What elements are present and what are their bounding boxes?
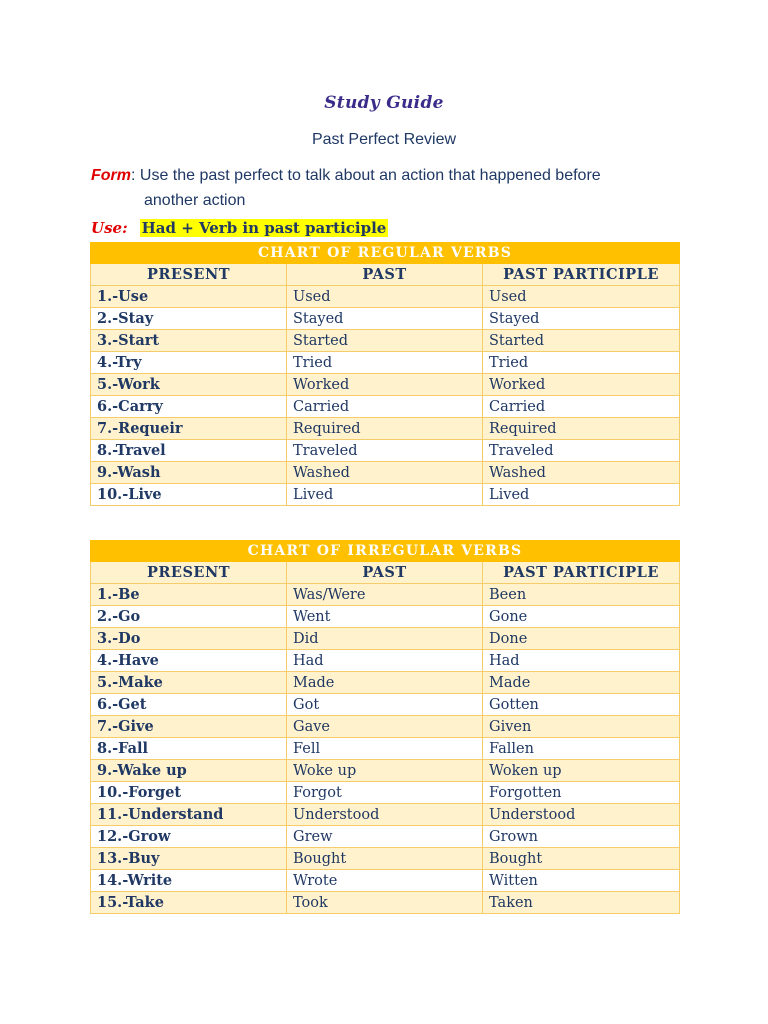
cell-present: 14.-Write bbox=[91, 870, 287, 892]
cell-past-participle: Required bbox=[483, 418, 680, 440]
cell-present: 5.-Work bbox=[91, 374, 287, 396]
cell-past: Wrote bbox=[287, 870, 483, 892]
table-row bbox=[91, 892, 680, 914]
cell-past-participle: Gone bbox=[483, 606, 680, 628]
cell-past: Forgot bbox=[287, 782, 483, 804]
cell-present: 4.-Try bbox=[91, 352, 287, 374]
column-header-present: PRESENT bbox=[91, 264, 287, 286]
column-header-past-participle: PAST PARTICIPLE bbox=[483, 264, 680, 286]
cell-past-participle: Stayed bbox=[483, 308, 680, 330]
form-paragraph bbox=[91, 163, 691, 213]
table-row bbox=[91, 606, 680, 628]
cell-present: 8.-Fall bbox=[91, 738, 287, 760]
irregular-verbs-caption-row bbox=[91, 541, 680, 562]
table-row bbox=[91, 672, 680, 694]
cell-past-participle: Fallen bbox=[483, 738, 680, 760]
table-row bbox=[91, 716, 680, 738]
table-row bbox=[91, 760, 680, 782]
regular-verbs-caption: CHART OF REGULAR VERBS bbox=[91, 243, 680, 264]
regular-verbs-caption-row bbox=[91, 243, 680, 264]
table-row bbox=[91, 694, 680, 716]
cell-present: 12.-Grow bbox=[91, 826, 287, 848]
cell-present: 4.-Have bbox=[91, 650, 287, 672]
form-separator: : bbox=[131, 167, 136, 184]
cell-past-participle: Forgotten bbox=[483, 782, 680, 804]
form-line-1 bbox=[91, 163, 691, 188]
cell-past-participle: Worked bbox=[483, 374, 680, 396]
cell-past-participle: Started bbox=[483, 330, 680, 352]
column-header-past: PAST bbox=[287, 562, 483, 584]
cell-present: 11.-Understand bbox=[91, 804, 287, 826]
cell-present: 1.-Be bbox=[91, 584, 287, 606]
table-row bbox=[91, 484, 680, 506]
use-label: Use: bbox=[91, 219, 128, 237]
cell-past: Lived bbox=[287, 484, 483, 506]
cell-past: Understood bbox=[287, 804, 483, 826]
cell-past: Used bbox=[287, 286, 483, 308]
table-row bbox=[91, 870, 680, 892]
cell-past: Bought bbox=[287, 848, 483, 870]
table-row bbox=[91, 374, 680, 396]
table-row bbox=[91, 396, 680, 418]
cell-present: 1.-Use bbox=[91, 286, 287, 308]
cell-past-participle: Had bbox=[483, 650, 680, 672]
cell-past-participle: Gotten bbox=[483, 694, 680, 716]
cell-past: Took bbox=[287, 892, 483, 914]
cell-present: 8.-Travel bbox=[91, 440, 287, 462]
cell-present: 6.-Carry bbox=[91, 396, 287, 418]
document-subtitle: Past Perfect Review bbox=[311, 131, 457, 148]
cell-past: Fell bbox=[287, 738, 483, 760]
document-title: Study Guide bbox=[324, 93, 444, 113]
regular-verbs-table bbox=[90, 242, 680, 506]
cell-past-participle: Understood bbox=[483, 804, 680, 826]
table-row bbox=[91, 738, 680, 760]
cell-past-participle: Bought bbox=[483, 848, 680, 870]
cell-past: Worked bbox=[287, 374, 483, 396]
irregular-verbs-body bbox=[91, 541, 680, 914]
form-text-line-1: Use the past perfect to talk about an action that happened before bbox=[139, 167, 601, 184]
table-row bbox=[91, 826, 680, 848]
cell-past-participle: Traveled bbox=[483, 440, 680, 462]
cell-past: Stayed bbox=[287, 308, 483, 330]
cell-past-participle: Been bbox=[483, 584, 680, 606]
cell-past: Traveled bbox=[287, 440, 483, 462]
cell-present: 7.-Requeir bbox=[91, 418, 287, 440]
irregular-verbs-table bbox=[90, 540, 680, 914]
cell-present: 7.-Give bbox=[91, 716, 287, 738]
cell-past: Grew bbox=[287, 826, 483, 848]
cell-past-participle: Made bbox=[483, 672, 680, 694]
cell-past: Washed bbox=[287, 462, 483, 484]
column-header-past-participle: PAST PARTICIPLE bbox=[483, 562, 680, 584]
cell-present: 13.-Buy bbox=[91, 848, 287, 870]
cell-present: 10.-Forget bbox=[91, 782, 287, 804]
cell-past-participle: Washed bbox=[483, 462, 680, 484]
table-row bbox=[91, 628, 680, 650]
cell-past-participle: Woken up bbox=[483, 760, 680, 782]
table-row bbox=[91, 804, 680, 826]
table-row bbox=[91, 330, 680, 352]
cell-past: Gave bbox=[287, 716, 483, 738]
cell-past-participle: Given bbox=[483, 716, 680, 738]
cell-present: 9.-Wake up bbox=[91, 760, 287, 782]
form-text-line-2: another action bbox=[144, 192, 246, 209]
cell-past-participle: Used bbox=[483, 286, 680, 308]
cell-present: 6.-Get bbox=[91, 694, 287, 716]
cell-past: Was/Were bbox=[287, 584, 483, 606]
table-row bbox=[91, 286, 680, 308]
use-highlight-text: Had + Verb in past participle bbox=[141, 219, 387, 237]
cell-present: 15.-Take bbox=[91, 892, 287, 914]
cell-past: Required bbox=[287, 418, 483, 440]
cell-present: 10.-Live bbox=[91, 484, 287, 506]
cell-present: 2.-Stay bbox=[91, 308, 287, 330]
cell-present: 5.-Make bbox=[91, 672, 287, 694]
irregular-verbs-header-row bbox=[91, 562, 680, 584]
cell-present: 3.-Start bbox=[91, 330, 287, 352]
cell-past: Carried bbox=[287, 396, 483, 418]
table-row bbox=[91, 418, 680, 440]
table-row bbox=[91, 308, 680, 330]
form-label: Form bbox=[91, 167, 131, 184]
table-row bbox=[91, 440, 680, 462]
column-header-past: PAST bbox=[287, 264, 483, 286]
cell-past-participle: Tried bbox=[483, 352, 680, 374]
cell-past-participle: Grown bbox=[483, 826, 680, 848]
cell-past: Woke up bbox=[287, 760, 483, 782]
cell-past-participle: Carried bbox=[483, 396, 680, 418]
cell-past-participle: Lived bbox=[483, 484, 680, 506]
cell-past: Tried bbox=[287, 352, 483, 374]
table-row bbox=[91, 848, 680, 870]
table-row bbox=[91, 462, 680, 484]
table-row bbox=[91, 352, 680, 374]
regular-verbs-header-row bbox=[91, 264, 680, 286]
cell-present: 2.-Go bbox=[91, 606, 287, 628]
cell-past: Did bbox=[287, 628, 483, 650]
cell-past-participle: Done bbox=[483, 628, 680, 650]
irregular-verbs-caption: CHART OF IRREGULAR VERBS bbox=[91, 541, 680, 562]
cell-past: Made bbox=[287, 672, 483, 694]
table-row bbox=[91, 782, 680, 804]
regular-verbs-body bbox=[91, 243, 680, 506]
column-header-present: PRESENT bbox=[91, 562, 287, 584]
table-row bbox=[91, 584, 680, 606]
cell-past-participle: Taken bbox=[483, 892, 680, 914]
cell-past: Had bbox=[287, 650, 483, 672]
cell-present: 9.-Wash bbox=[91, 462, 287, 484]
cell-past: Started bbox=[287, 330, 483, 352]
cell-past: Got bbox=[287, 694, 483, 716]
cell-past: Went bbox=[287, 606, 483, 628]
cell-present: 3.-Do bbox=[91, 628, 287, 650]
use-paragraph bbox=[91, 219, 388, 238]
cell-past-participle: Witten bbox=[483, 870, 680, 892]
table-row bbox=[91, 650, 680, 672]
